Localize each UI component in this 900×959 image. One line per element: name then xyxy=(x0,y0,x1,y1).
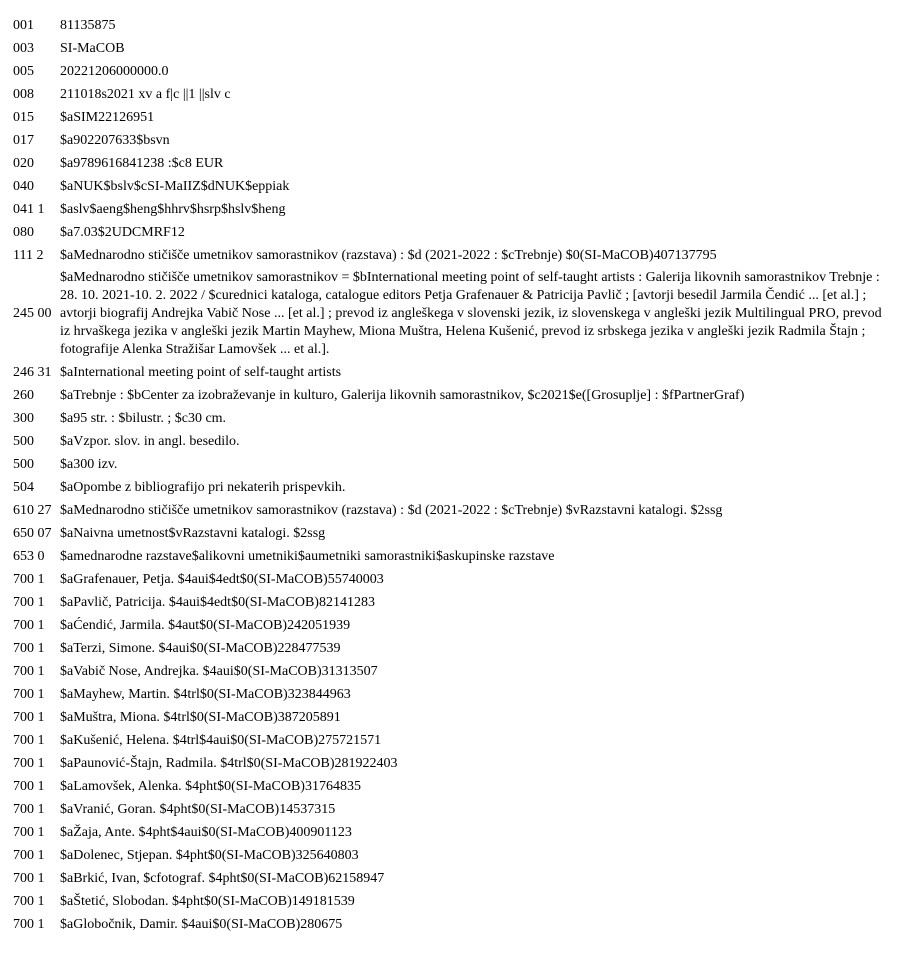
field-tag: 500 xyxy=(13,456,34,472)
field-value: $aKušenić, Helena. $4trl$4aui$0(SI-MaCOB)275721571 xyxy=(60,732,382,748)
field-value: $amednarodne razstave$alikovni umetniki$aumetniki samorastniki$askupinske razstave xyxy=(60,548,555,564)
field-tag: 504 xyxy=(13,479,34,495)
field-value: 211018s2021 xv a f|c ||1 ||slv c xyxy=(60,86,231,102)
field-value: $aDolenec, Stjepan. $4pht$0(SI-MaCOB)325640803 xyxy=(60,847,359,863)
field-tag: 700 1 xyxy=(13,709,45,725)
marc-record-body xyxy=(0,14,900,936)
field-tag: 700 1 xyxy=(13,732,45,748)
field-value: $a7.03$2UDCMRF12 xyxy=(60,224,185,240)
marc-field-row xyxy=(0,14,900,37)
marc-field-row xyxy=(0,867,900,890)
marc-field-row xyxy=(0,844,900,867)
field-tag: 080 xyxy=(13,224,34,240)
field-value: $aNUK$bslv$cSI-MaIIZ$dNUK$eppiak xyxy=(60,178,290,194)
marc-field-row xyxy=(0,384,900,407)
field-tag: 700 1 xyxy=(13,893,45,909)
field-value: $aBrkić, Ivan, $cfotograf. $4pht$0(SI-MaCOB)62158947 xyxy=(60,870,385,886)
field-tag: 001 xyxy=(13,17,34,33)
field-tag: 017 xyxy=(13,132,34,148)
field-tag: 260 xyxy=(13,387,34,403)
field-tag: 700 1 xyxy=(13,778,45,794)
field-tag: 650 07 xyxy=(13,525,52,541)
marc-field-row xyxy=(0,890,900,913)
marc-field-row xyxy=(0,821,900,844)
field-tag: 700 1 xyxy=(13,824,45,840)
field-value: $aGlobočnik, Damir. $4aui$0(SI-MaCOB)280675 xyxy=(60,916,343,932)
field-value: $a902207633$bsvn xyxy=(60,132,170,148)
marc-field-row xyxy=(0,798,900,821)
marc-field-row xyxy=(0,198,900,221)
field-value: $aTrebnje : $bCenter za izobraževanje in kulturo, Galerija likovnih samorastnikov, $c2021$e([Grosuplje] : $fPartnerGraf) xyxy=(60,387,745,403)
field-tag: 700 1 xyxy=(13,571,45,587)
field-value: $a300 izv. xyxy=(60,456,118,472)
marc-field-row xyxy=(0,660,900,683)
field-tag: 653 0 xyxy=(13,548,45,564)
field-value: 81135875 xyxy=(60,17,116,33)
field-tag: 700 1 xyxy=(13,755,45,771)
marc-record-table xyxy=(0,14,900,936)
marc-field-row xyxy=(0,37,900,60)
field-value: $aMednarodno stičišče umetnikov samorastnikov (razstava) : $d (2021-2022 : $cTrebnje) $0(SI-MaCOB)407137795 xyxy=(60,247,717,263)
marc-field-row xyxy=(0,267,900,361)
field-tag: 041 1 xyxy=(13,201,45,217)
field-tag: 700 1 xyxy=(13,686,45,702)
marc-field-row xyxy=(0,752,900,775)
field-tag: 700 1 xyxy=(13,594,45,610)
field-tag: 700 1 xyxy=(13,801,45,817)
field-tag: 300 xyxy=(13,410,34,426)
field-value: $aMednarodno stičišče umetnikov samorastnikov (razstava) : $d (2021-2022 : $cTrebnje) $vRazstavni katalogi. $2ssg xyxy=(60,502,723,518)
field-value: $aGrafenauer, Petja. $4aui$4edt$0(SI-MaCOB)55740003 xyxy=(60,571,384,587)
field-value: $aĆendić, Jarmila. $4aut$0(SI-MaCOB)242051939 xyxy=(60,617,351,633)
field-tag: 008 xyxy=(13,86,34,102)
marc-field-row xyxy=(0,522,900,545)
marc-field-row xyxy=(0,568,900,591)
marc-field-row xyxy=(0,591,900,614)
field-tag: 700 1 xyxy=(13,640,45,656)
field-value: $a9789616841238 :$c8 EUR xyxy=(60,155,224,171)
field-value: $aslv$aeng$heng$hhrv$hsrp$hslv$heng xyxy=(60,201,286,217)
marc-field-row xyxy=(0,729,900,752)
field-value: $aPaunović-Štajn, Radmila. $4trl$0(SI-MaCOB)281922403 xyxy=(60,755,398,771)
marc-field-row xyxy=(0,683,900,706)
field-value: $a95 str. : $bilustr. ; $c30 cm. xyxy=(60,410,227,426)
marc-field-row xyxy=(0,221,900,244)
marc-field-row xyxy=(0,407,900,430)
field-value: $aPavlič, Patricija. $4aui$4edt$0(SI-MaCOB)82141283 xyxy=(60,594,375,610)
marc-field-row xyxy=(0,361,900,384)
marc-field-row xyxy=(0,453,900,476)
field-tag: 005 xyxy=(13,63,34,79)
field-tag: 003 xyxy=(13,40,34,56)
field-tag: 015 xyxy=(13,109,34,125)
field-value: $aŽaja, Ante. $4pht$4aui$0(SI-MaCOB)400901123 xyxy=(60,824,352,840)
marc-field-row xyxy=(0,60,900,83)
field-value: $aŠtetić, Slobodan. $4pht$0(SI-MaCOB)149181539 xyxy=(60,893,355,909)
field-tag: 500 xyxy=(13,433,34,449)
field-tag: 245 00 xyxy=(13,306,52,321)
marc-field-row xyxy=(0,175,900,198)
marc-field-row xyxy=(0,706,900,729)
field-value: $aVranić, Goran. $4pht$0(SI-MaCOB)14537315 xyxy=(60,801,336,817)
field-tag: 111 2 xyxy=(13,247,44,263)
field-value: SI-MaCOB xyxy=(60,40,125,56)
marc-field-row xyxy=(0,545,900,568)
field-tag: 610 27 xyxy=(13,502,52,518)
field-value: $aMuštra, Miona. $4trl$0(SI-MaCOB)387205891 xyxy=(60,709,341,725)
marc-field-row xyxy=(0,430,900,453)
field-value: $aVzpor. slov. in angl. besedilo. xyxy=(60,433,240,449)
marc-field-row xyxy=(0,637,900,660)
field-tag: 700 1 xyxy=(13,663,45,679)
field-value: $aNaivna umetnost$vRazstavni katalogi. $2ssg xyxy=(60,525,326,541)
field-value: 20221206000000.0 xyxy=(60,63,169,79)
field-value: $aTerzi, Simone. $4aui$0(SI-MaCOB)228477539 xyxy=(60,640,341,656)
marc-field-row xyxy=(0,499,900,522)
marc-field-row xyxy=(0,152,900,175)
field-tag: 700 1 xyxy=(13,847,45,863)
field-value: $aInternational meeting point of self-taught artists xyxy=(60,364,342,380)
marc-field-row xyxy=(0,106,900,129)
field-value: $aMayhew, Martin. $4trl$0(SI-MaCOB)323844963 xyxy=(60,686,351,702)
field-value: $aVabič Nose, Andrejka. $4aui$0(SI-MaCOB)31313507 xyxy=(60,663,378,679)
field-tag: 246 31 xyxy=(13,364,52,380)
marc-field-row xyxy=(0,775,900,798)
field-tag: 700 1 xyxy=(13,916,45,932)
field-value: $aSIM22126951 xyxy=(60,109,155,125)
field-tag: 700 1 xyxy=(13,617,45,633)
field-tag: 020 xyxy=(13,155,34,171)
field-value: $aMednarodno stičišče umetnikov samorastnikov = $bInternational meeting point of self-taught artists : Galerija likovnih samorastnikov Trebnje : 28. 10. 2021-10. 2. 2022 / $curednici kataloga, catalogue editors Petja Grafenauer & Patricija Pavlič ; [avtorji besedil Jarmila Čendić ... [et al.] ; avtorji biografij Andrejka Vabič Nose ... [et al.] ; prevod iz angleškega v slovenski jezik, iz slovenskega v angleški jezik Multilingual PRO, prevod iz hrvaškega jezika v angleški jezik Martin Mayhew, Miona Muštra, Helena Kušenić, prevod iz srbskega jezika v angleški jezik Radmila Štajn ; fotografije Alenka Stražišar Lamovšek ... et al.]. xyxy=(60,270,882,357)
marc-field-row xyxy=(0,244,900,267)
field-value: $aOpombe z bibliografijo pri nekaterih prispevkih. xyxy=(60,479,346,495)
marc-field-row xyxy=(0,83,900,106)
marc-field-row xyxy=(0,476,900,499)
field-value: $aLamovšek, Alenka. $4pht$0(SI-MaCOB)31764835 xyxy=(60,778,361,794)
marc-field-row xyxy=(0,614,900,637)
field-tag: 040 xyxy=(13,178,34,194)
marc-field-row xyxy=(0,129,900,152)
field-tag: 700 1 xyxy=(13,870,45,886)
marc-field-row xyxy=(0,913,900,936)
